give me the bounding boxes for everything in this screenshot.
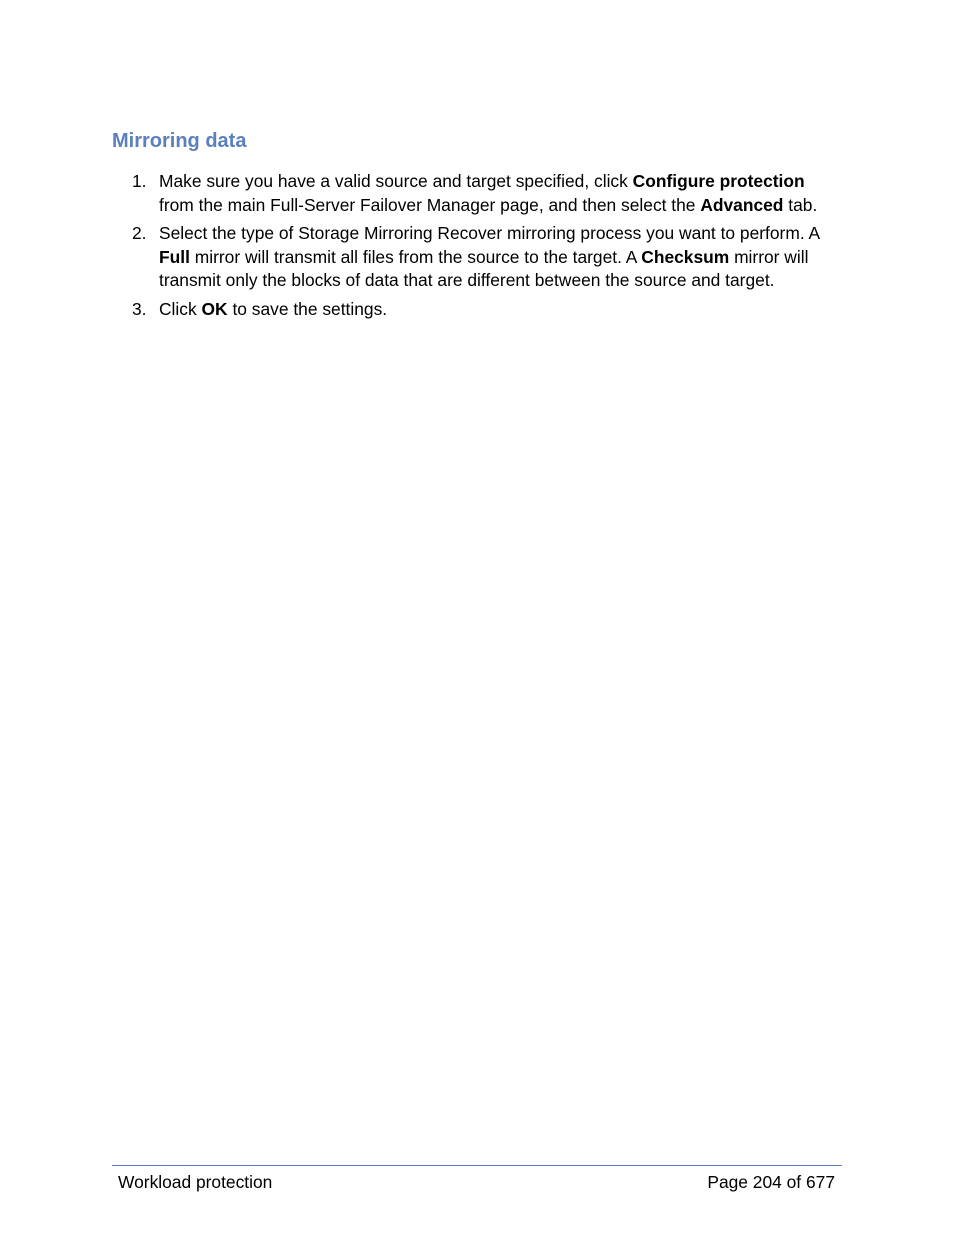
step-text-segment: to save the settings. xyxy=(227,298,388,319)
step-text xyxy=(159,171,817,215)
list-item xyxy=(112,298,842,322)
step-bold-term: Advanced xyxy=(700,194,784,215)
step-bold-term: Checksum xyxy=(641,246,730,267)
step-text-segment: Make sure you have a valid source and target specified, click xyxy=(159,171,633,191)
step-text-segment: Click xyxy=(159,298,202,319)
page-title: Mirroring data xyxy=(112,130,247,152)
list-item xyxy=(112,222,842,293)
step-number: 2. xyxy=(132,223,147,243)
step-bold-term: Full xyxy=(159,246,190,267)
steps-list xyxy=(112,170,842,326)
step-number: 1. xyxy=(132,171,147,191)
footer-section-title: Workload protection xyxy=(118,1172,273,1192)
step-text-segment: from the main Full-Server Failover Manager page, and then select the xyxy=(159,194,701,215)
step-text xyxy=(159,223,819,290)
step-text-segment: mirror will transmit only the blocks of data that are different between the source and target. xyxy=(159,246,809,290)
step-text-segment: tab. xyxy=(783,194,818,215)
step-text-segment: Select the type of Storage Mirroring Recover mirroring process you want to perform. A xyxy=(159,223,820,243)
step-bold-term: Configure protection xyxy=(632,171,805,191)
list-item xyxy=(112,170,842,217)
footer-divider xyxy=(112,1165,842,1166)
step-bold-term: OK xyxy=(201,298,228,319)
step-text xyxy=(159,299,387,319)
step-number: 3. xyxy=(132,298,147,319)
footer-page-number: Page 204 of 677 xyxy=(707,1172,835,1192)
step-text-segment: mirror will transmit all files from the source to the target. A xyxy=(189,246,642,267)
